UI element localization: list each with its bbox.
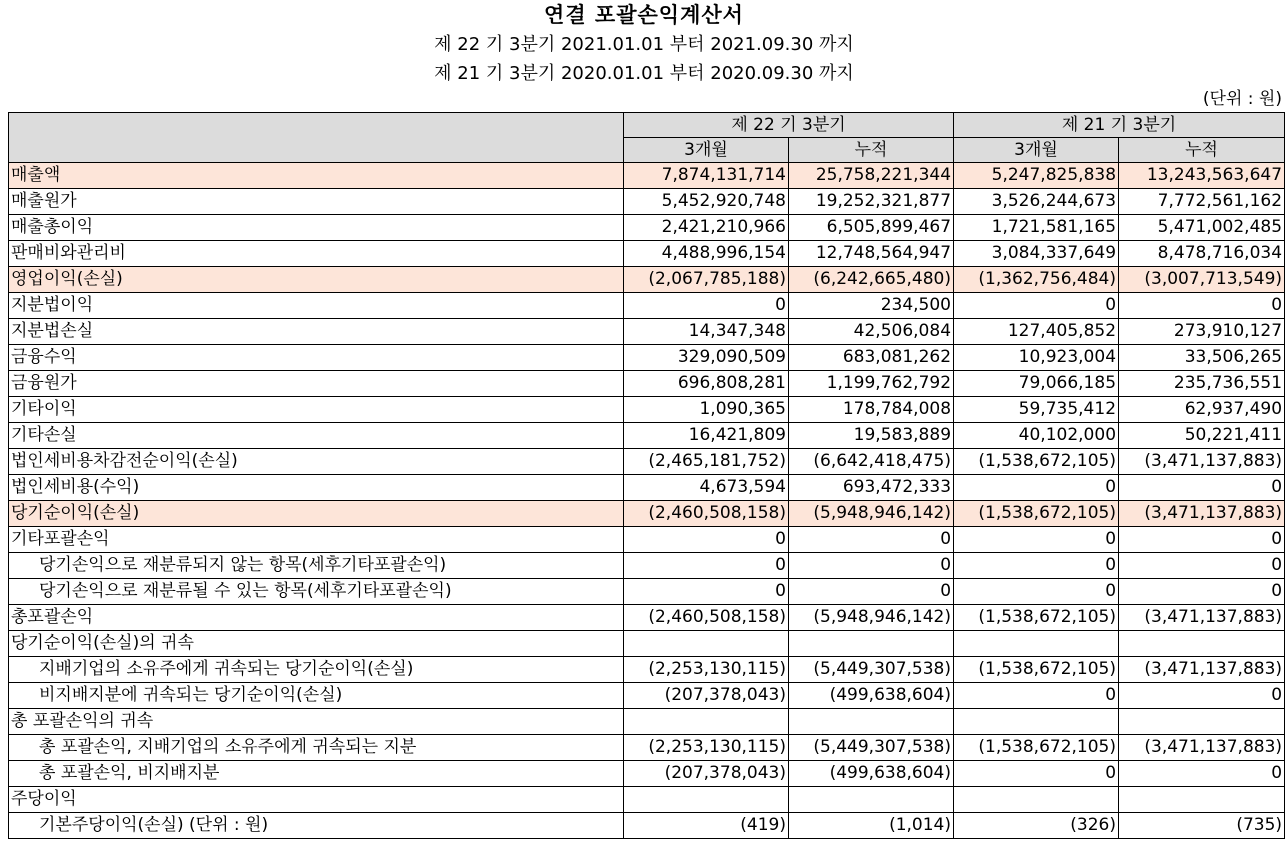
row-value: (3,471,137,883) bbox=[1119, 735, 1285, 761]
row-value: 10,923,004 bbox=[954, 345, 1119, 371]
row-value bbox=[624, 631, 789, 657]
row-value: 273,910,127 bbox=[1119, 319, 1285, 345]
header-group-prior: 제 21 기 3분기 bbox=[954, 113, 1285, 138]
row-label: 매출원가 bbox=[9, 189, 624, 215]
row-value bbox=[789, 787, 954, 813]
row-value: (207,378,043) bbox=[624, 683, 789, 709]
row-value: 0 bbox=[624, 579, 789, 605]
row-value: 0 bbox=[624, 527, 789, 553]
row-value: 0 bbox=[789, 527, 954, 553]
row-label: 지분법손실 bbox=[9, 319, 624, 345]
row-value bbox=[789, 631, 954, 657]
row-value: 0 bbox=[624, 553, 789, 579]
row-value: 25,758,221,344 bbox=[789, 163, 954, 189]
row-label: 총 포괄손익의 귀속 bbox=[9, 709, 624, 735]
row-value: 19,252,321,877 bbox=[789, 189, 954, 215]
row-value: (207,378,043) bbox=[624, 761, 789, 787]
row-value: (735) bbox=[1119, 813, 1285, 839]
table-row bbox=[9, 579, 1285, 605]
header-sub-3m-prior: 3개월 bbox=[954, 138, 1119, 163]
table-row bbox=[9, 631, 1285, 657]
row-value: 40,102,000 bbox=[954, 423, 1119, 449]
row-value: (326) bbox=[954, 813, 1119, 839]
page-title: 연결 포괄손익계산서 bbox=[544, 3, 744, 27]
table-row bbox=[9, 189, 1285, 215]
table-row bbox=[9, 709, 1285, 735]
row-value bbox=[624, 787, 789, 813]
row-value: (1,538,672,105) bbox=[954, 657, 1119, 683]
row-value: 5,247,825,838 bbox=[954, 163, 1119, 189]
table-row bbox=[9, 761, 1285, 787]
row-value: 2,421,210,966 bbox=[624, 215, 789, 241]
header-group-current: 제 22 기 3분기 bbox=[624, 113, 954, 138]
row-value: (499,638,604) bbox=[789, 761, 954, 787]
row-value: 3,084,337,649 bbox=[954, 241, 1119, 267]
row-value bbox=[624, 709, 789, 735]
row-value: 0 bbox=[1119, 553, 1285, 579]
table-row bbox=[9, 241, 1285, 267]
row-value: 7,874,131,714 bbox=[624, 163, 789, 189]
period-prior: 제 21 기 3분기 2020.01.01 부터 2020.09.30 까지 bbox=[434, 63, 854, 84]
row-label: 기타이익 bbox=[9, 397, 624, 423]
row-value: 19,583,889 bbox=[789, 423, 954, 449]
row-value: (2,460,508,158) bbox=[624, 605, 789, 631]
income-statement-table bbox=[8, 112, 1285, 839]
row-label: 법인세비용(수익) bbox=[9, 475, 624, 501]
table-row bbox=[9, 397, 1285, 423]
row-value: 16,421,809 bbox=[624, 423, 789, 449]
table-row bbox=[9, 267, 1285, 293]
row-value bbox=[1119, 787, 1285, 813]
row-label: 기본주당이익(손실) (단위 : 원) bbox=[9, 813, 624, 839]
row-label: 총포괄손익 bbox=[9, 605, 624, 631]
row-value: 8,478,716,034 bbox=[1119, 241, 1285, 267]
table-row bbox=[9, 423, 1285, 449]
table-row bbox=[9, 683, 1285, 709]
row-value: 14,347,348 bbox=[624, 319, 789, 345]
row-value: (499,638,604) bbox=[789, 683, 954, 709]
row-value: 0 bbox=[789, 579, 954, 605]
row-value bbox=[789, 709, 954, 735]
row-value: 12,748,564,947 bbox=[789, 241, 954, 267]
table-row bbox=[9, 319, 1285, 345]
row-label: 비지배지분에 귀속되는 당기순이익(손실) bbox=[9, 683, 624, 709]
row-value: (5,948,946,142) bbox=[789, 501, 954, 527]
row-value: 6,505,899,467 bbox=[789, 215, 954, 241]
row-value: 178,784,008 bbox=[789, 397, 954, 423]
row-value: (1,538,672,105) bbox=[954, 501, 1119, 527]
table-row bbox=[9, 475, 1285, 501]
row-value: 33,506,265 bbox=[1119, 345, 1285, 371]
table-row bbox=[9, 813, 1285, 839]
row-value: (5,948,946,142) bbox=[789, 605, 954, 631]
row-value bbox=[954, 709, 1119, 735]
row-value bbox=[1119, 709, 1285, 735]
header-row-groups bbox=[9, 113, 1285, 138]
row-value: 0 bbox=[1119, 475, 1285, 501]
table-row bbox=[9, 501, 1285, 527]
row-value: (2,460,508,158) bbox=[624, 501, 789, 527]
row-label: 당기순이익(손실)의 귀속 bbox=[9, 631, 624, 657]
row-value: (2,465,181,752) bbox=[624, 449, 789, 475]
row-value: (6,242,665,480) bbox=[789, 267, 954, 293]
row-value: 79,066,185 bbox=[954, 371, 1119, 397]
row-label: 총 포괄손익, 비지배지분 bbox=[9, 761, 624, 787]
header-label-cell bbox=[9, 113, 624, 163]
row-value: 5,471,002,485 bbox=[1119, 215, 1285, 241]
row-value: 329,090,509 bbox=[624, 345, 789, 371]
row-value: 0 bbox=[954, 553, 1119, 579]
row-value: (3,471,137,883) bbox=[1119, 605, 1285, 631]
table-row bbox=[9, 553, 1285, 579]
row-label: 당기손익으로 재분류되지 않는 항목(세후기타포괄손익) bbox=[9, 553, 624, 579]
table-row bbox=[9, 657, 1285, 683]
row-value bbox=[954, 631, 1119, 657]
row-value: 234,500 bbox=[789, 293, 954, 319]
row-value: (5,449,307,538) bbox=[789, 735, 954, 761]
row-value: 0 bbox=[954, 761, 1119, 787]
row-value: (1,538,672,105) bbox=[954, 449, 1119, 475]
header-sub-3m-current: 3개월 bbox=[624, 138, 789, 163]
row-value: (3,471,137,883) bbox=[1119, 449, 1285, 475]
row-label: 기타손실 bbox=[9, 423, 624, 449]
row-value: 5,452,920,748 bbox=[624, 189, 789, 215]
table-row bbox=[9, 605, 1285, 631]
row-label: 지배기업의 소유주에게 귀속되는 당기순이익(손실) bbox=[9, 657, 624, 683]
row-value: (2,253,130,115) bbox=[624, 735, 789, 761]
row-value: 13,243,563,647 bbox=[1119, 163, 1285, 189]
row-value: (2,253,130,115) bbox=[624, 657, 789, 683]
row-label: 판매비와관리비 bbox=[9, 241, 624, 267]
row-value: 127,405,852 bbox=[954, 319, 1119, 345]
row-label: 총 포괄손익, 지배기업의 소유주에게 귀속되는 지분 bbox=[9, 735, 624, 761]
period-current: 제 22 기 3분기 2021.01.01 부터 2021.09.30 까지 bbox=[434, 34, 854, 55]
row-value: 0 bbox=[1119, 683, 1285, 709]
row-value: (3,471,137,883) bbox=[1119, 657, 1285, 683]
table-row bbox=[9, 787, 1285, 813]
table-row bbox=[9, 449, 1285, 475]
row-value: 0 bbox=[954, 475, 1119, 501]
row-value: 683,081,262 bbox=[789, 345, 954, 371]
row-value: (5,449,307,538) bbox=[789, 657, 954, 683]
table-row bbox=[9, 293, 1285, 319]
row-value: 4,488,996,154 bbox=[624, 241, 789, 267]
row-value: 3,526,244,673 bbox=[954, 189, 1119, 215]
table-row bbox=[9, 735, 1285, 761]
row-value: 696,808,281 bbox=[624, 371, 789, 397]
row-value: 1,721,581,165 bbox=[954, 215, 1119, 241]
row-value: 59,735,412 bbox=[954, 397, 1119, 423]
row-value: 235,736,551 bbox=[1119, 371, 1285, 397]
row-value: (2,067,785,188) bbox=[624, 267, 789, 293]
table-row bbox=[9, 527, 1285, 553]
table-row bbox=[9, 163, 1285, 189]
row-label: 매출총이익 bbox=[9, 215, 624, 241]
row-value: 42,506,084 bbox=[789, 319, 954, 345]
row-label: 매출액 bbox=[9, 163, 624, 189]
row-value: (1,014) bbox=[789, 813, 954, 839]
row-value: (1,538,672,105) bbox=[954, 735, 1119, 761]
row-value: 1,199,762,792 bbox=[789, 371, 954, 397]
unit-label: (단위 : 원) bbox=[1202, 89, 1282, 109]
row-value: 0 bbox=[789, 553, 954, 579]
table-row bbox=[9, 371, 1285, 397]
row-value: (1,538,672,105) bbox=[954, 605, 1119, 631]
row-label: 금융수익 bbox=[9, 345, 624, 371]
row-value: 0 bbox=[954, 527, 1119, 553]
row-label: 법인세비용차감전순이익(손실) bbox=[9, 449, 624, 475]
row-label: 기타포괄손익 bbox=[9, 527, 624, 553]
row-label: 지분법이익 bbox=[9, 293, 624, 319]
row-label: 당기순이익(손실) bbox=[9, 501, 624, 527]
row-value: 0 bbox=[954, 683, 1119, 709]
table-row bbox=[9, 345, 1285, 371]
header-sub-cum-current: 누적 bbox=[789, 138, 954, 163]
row-value: (6,642,418,475) bbox=[789, 449, 954, 475]
row-value: 0 bbox=[1119, 579, 1285, 605]
row-value: 4,673,594 bbox=[624, 475, 789, 501]
row-value: (3,471,137,883) bbox=[1119, 501, 1285, 527]
row-value bbox=[954, 787, 1119, 813]
table-row bbox=[9, 215, 1285, 241]
row-value bbox=[1119, 631, 1285, 657]
header-sub-cum-prior: 누적 bbox=[1119, 138, 1285, 163]
row-label: 주당이익 bbox=[9, 787, 624, 813]
row-value: 7,772,561,162 bbox=[1119, 189, 1285, 215]
row-value: 0 bbox=[1119, 527, 1285, 553]
row-label: 영업이익(손실) bbox=[9, 267, 624, 293]
row-value: (419) bbox=[624, 813, 789, 839]
row-label: 금융원가 bbox=[9, 371, 624, 397]
row-value: (1,362,756,484) bbox=[954, 267, 1119, 293]
statement-header bbox=[0, 0, 1288, 88]
row-value: 0 bbox=[954, 579, 1119, 605]
row-value: 693,472,333 bbox=[789, 475, 954, 501]
table-body bbox=[9, 163, 1285, 839]
row-value: 62,937,490 bbox=[1119, 397, 1285, 423]
row-value: 0 bbox=[954, 293, 1119, 319]
row-label: 당기손익으로 재분류될 수 있는 항목(세후기타포괄손익) bbox=[9, 579, 624, 605]
row-value: (3,007,713,549) bbox=[1119, 267, 1285, 293]
row-value: 0 bbox=[1119, 293, 1285, 319]
row-value: 50,221,411 bbox=[1119, 423, 1285, 449]
row-value: 0 bbox=[624, 293, 789, 319]
row-value: 1,090,365 bbox=[624, 397, 789, 423]
row-value: 0 bbox=[1119, 761, 1285, 787]
